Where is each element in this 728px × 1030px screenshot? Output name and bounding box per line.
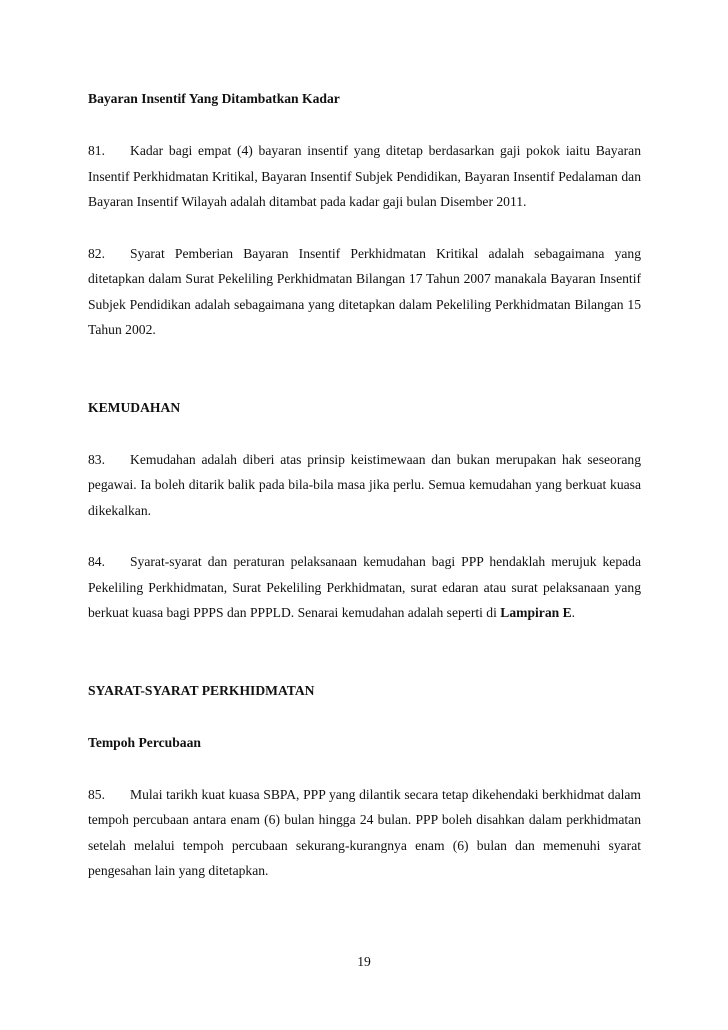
paragraph-text: Kadar bagi empat (4) bayaran insentif yang ditetap berdasarkan gaji pokok iaitu Bayaran Insentif Perkhidmatan Kritikal, Bayaran Insentif Subjek Pendidikan, Bayaran Insentif Pedalaman dan Bayaran Insentif Wilayah adalah ditambat pada kadar gaji bulan Disember 2011. bbox=[88, 143, 641, 209]
spacer bbox=[88, 112, 641, 138]
subheading-tempoh-percubaan: Tempoh Percubaan bbox=[88, 734, 201, 750]
spacer bbox=[88, 756, 641, 782]
spacer bbox=[88, 626, 641, 678]
paragraph-84 bbox=[88, 549, 641, 626]
paragraph-number: 84. bbox=[88, 554, 105, 569]
paragraph-85 bbox=[88, 782, 641, 884]
paragraph-number: 85. bbox=[88, 786, 105, 802]
paragraph-82 bbox=[88, 241, 641, 343]
page-number: 19 bbox=[357, 954, 371, 969]
paragraph-text: Syarat Pemberian Bayaran Insentif Perkhidmatan Kritikal adalah sebagaimana yang ditetapkan dalam Surat Pekeliling Perkhidmatan Bilangan 17 Tahun 2007 manakala Bayaran Insentif Subjek Pendidikan adalah sebagaimana yang ditetapkan dalam Pekeliling Perkhidmatan Bilangan 15 Tahun 2002. bbox=[88, 245, 641, 337]
paragraph-81 bbox=[88, 138, 641, 215]
section-heading-syarat-perkhidmatan: SYARAT-SYARAT PERKHIDMATAN bbox=[88, 682, 315, 698]
paragraph-number: 83. bbox=[88, 451, 105, 467]
spacer bbox=[88, 704, 641, 730]
spacer bbox=[88, 421, 641, 447]
paragraph-number: 82. bbox=[88, 245, 105, 261]
paragraph-83 bbox=[88, 447, 641, 524]
spacer bbox=[88, 523, 641, 549]
section-heading-bayaran-insentif: Bayaran Insentif Yang Ditambatkan Kadar bbox=[88, 91, 340, 106]
paragraph-text: Syarat-syarat dan peraturan pelaksanaan kemudahan bagi PPP hendaklah merujuk kepada Pekeliling Perkhidmatan, Surat Pekeliling Perkhidmatan, surat edaran atau surat pelaksanaan yang berkuat kuasa bagi PPPS dan PPPLD. Senarai kemudahan adalah seperti di bbox=[88, 554, 641, 620]
document-body bbox=[88, 86, 641, 884]
paragraph-number: 81. bbox=[88, 143, 105, 158]
paragraph-tail: . bbox=[571, 605, 576, 620]
section-heading-kemudahan: KEMUDAHAN bbox=[88, 399, 181, 415]
paragraph-text: Mulai tarikh kuat kuasa SBPA, PPP yang dilantik secara tetap dikehendaki berkhidmat dalam tempoh percubaan antara enam (6) bulan hingga 24 bulan. PPP boleh disahkan dalam perkhidmatan setelah melalui tempoh percubaan sekurang-kurangnya enam (6) bulan dan memenuhi syarat pengesahan lain yang ditetapkan. bbox=[88, 786, 641, 878]
spacer bbox=[88, 343, 641, 395]
paragraph-text: Kemudahan adalah diberi atas prinsip keistimewaan dan bukan merupakan hak seseorang pegawai. Ia boleh ditarik balik pada bila-bila masa jika perlu. Semua kemudahan yang berkuat kuasa dikekalkan. bbox=[88, 451, 641, 518]
appendix-reference: Lampiran E bbox=[500, 605, 572, 620]
spacer bbox=[88, 215, 641, 241]
